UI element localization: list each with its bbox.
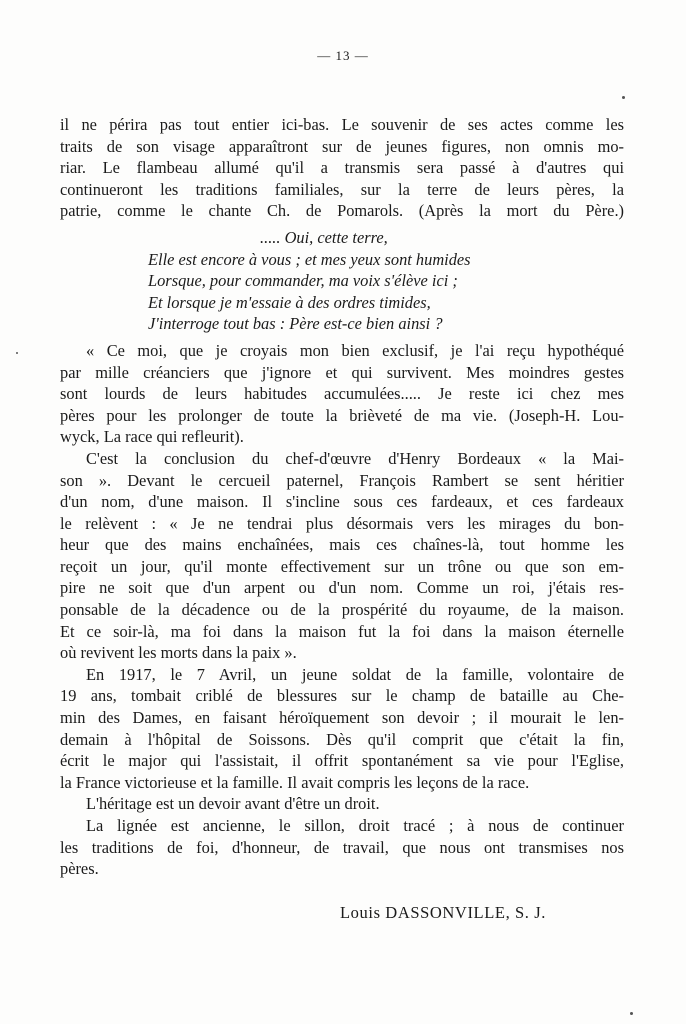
text-line: reçoit un jour, qu'il monte effectivement sur un trône ou que son em-	[60, 556, 624, 576]
scan-speck	[622, 96, 625, 99]
text-line: ponsable de la décadence ou de la prospérité du royaume, de la maison.	[60, 600, 624, 620]
text-line: il ne périra pas tout entier ici-bas. Le souvenir de ses actes comme les	[60, 115, 624, 134]
text-line: écrit le major qui l'assistait, il offrit spontanément sa vie pour l'Eglise,	[60, 751, 624, 771]
text-line: La lignée est ancienne, le sillon, droit tracé ; à nous de continuer	[86, 816, 624, 835]
text-line: son ». Devant le cercueil paternel, François Rambert se sent héritier	[60, 470, 624, 490]
text-line: riar. Le flambeau allumé qu'il a transmis sera passé à d'autres qui	[60, 158, 624, 178]
text-line: pères pour les prolonger de toute la brièveté de ma vie. (Joseph-H. Lou-	[60, 405, 624, 425]
text-line: demain à l'hôpital de Soissons. Dès qu'il comprit que c'était la fin,	[60, 729, 624, 749]
text-line: pire ne soit que d'un arpent ou d'un nom. Comme un roi, j'étais res-	[60, 578, 624, 598]
paragraph-5	[60, 793, 624, 815]
page-number: — 13 —	[317, 48, 369, 63]
text-line: le relèvent : « Je ne tendrai plus désormais vers les mirages du bon-	[60, 513, 624, 533]
text-line: patrie, comme le chante Ch. de Pomarols. (Après la mort du Père.)	[60, 201, 624, 221]
verse-line: Lorsque, pour commander, ma voix s'élève ici ;	[148, 271, 458, 291]
text-line: par mille créanciers que j'ignore et qui survivent. Mes moindres gestes	[60, 362, 624, 382]
text-line: En 1917, le 7 Avril, un jeune soldat de la famille, volontaire de	[86, 664, 624, 684]
verse-quotation	[148, 227, 568, 335]
text-line: d'un nom, d'une maison. Il s'incline sous ces fardeaux, et ces fardeaux	[60, 492, 624, 512]
text-line: C'est la conclusion du chef-d'œuvre d'Henry Bordeaux « la Mai-	[86, 448, 624, 468]
text-line: traits de son visage apparaîtront sur de jeunes figures, non omnis mo-	[60, 136, 624, 156]
body-text	[60, 114, 624, 880]
text-line: heur que des mains enchaînées, mais ces chaînes-là, tout homme les	[60, 535, 624, 555]
paragraph-3	[60, 448, 624, 664]
text-line: « Ce moi, que je croyais mon bien exclusif, je l'ai reçu hypothéqué	[86, 340, 624, 360]
paragraph-6	[60, 815, 624, 880]
text-line: L'héritage est un devoir avant d'être un droit.	[86, 794, 380, 814]
text-line: sont lourds de leurs habitudes accumulées..... Je reste ici chez mes	[60, 384, 624, 404]
text-line: wyck, La race qui refleurit).	[60, 427, 244, 447]
text-line: continueront les traditions familiales, sur la terre de leurs pères, la	[60, 179, 624, 199]
verse-line: J'interroge tout bas : Père est-ce bien ainsi ?	[148, 314, 443, 334]
text-line: la France victorieuse et la famille. Il avait compris les leçons de la race.	[60, 772, 530, 792]
verse-line: ..... Oui, cette terre,	[260, 227, 388, 247]
text-line: min des Dames, en faisant héroïquement son devoir ; il mourait le len-	[60, 708, 624, 728]
text-line: où revivent les morts dans la paix ».	[60, 643, 297, 663]
text-line: pères.	[60, 859, 99, 879]
paragraph-2	[60, 340, 624, 448]
text-line: les traditions de foi, d'honneur, de travail, que nous ont transmises nos	[60, 837, 624, 857]
text-line: 19 ans, tombait criblé de blessures sur le champ de bataille au Che-	[60, 686, 624, 706]
paragraph-4	[60, 664, 624, 794]
paragraph-1	[60, 114, 624, 222]
verse-line: Et lorsque je m'essaie à des ordres timides,	[148, 292, 431, 312]
verse-line: Elle est encore à vous ; et mes yeux sont humides	[148, 249, 471, 269]
text-line: Et ce soir-là, ma foi dans la maison fut la foi dans la maison éternelle	[60, 621, 624, 641]
author-signature: Louis DASSONVILLE, S. J.	[340, 903, 546, 922]
scan-speck	[630, 1012, 633, 1015]
scan-speck	[16, 352, 18, 354]
